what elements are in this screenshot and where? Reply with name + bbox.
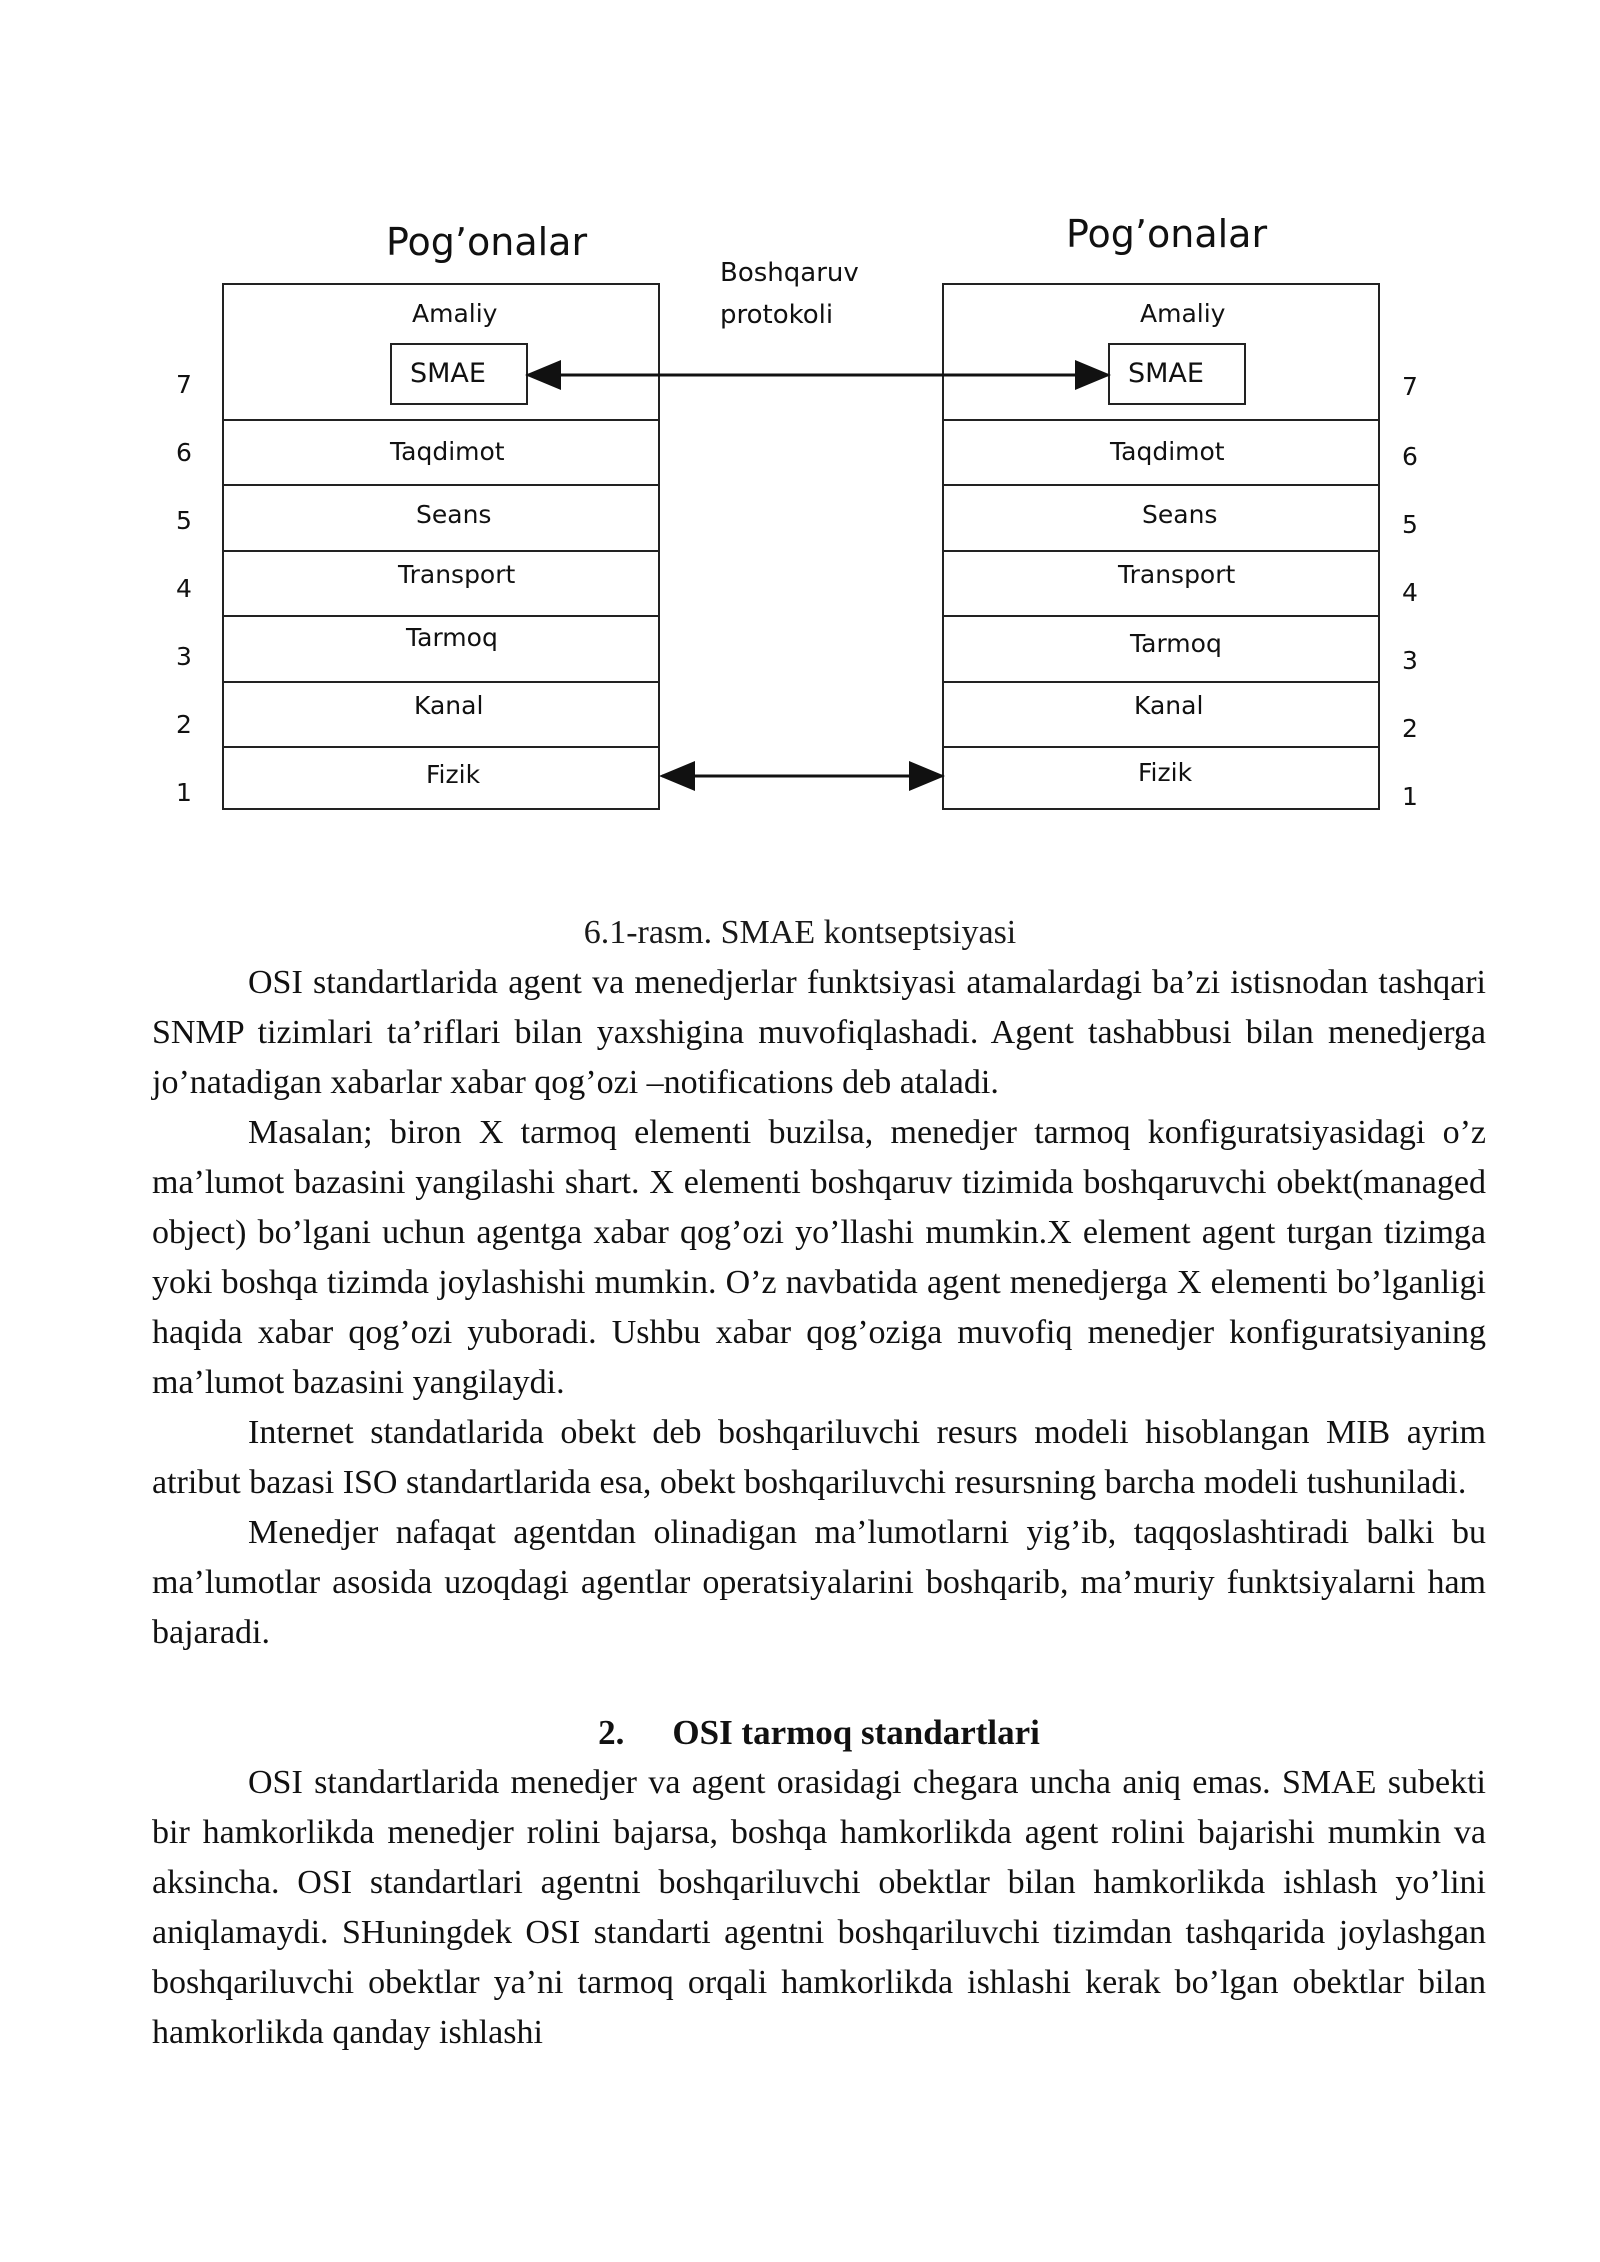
section-number: 2. bbox=[598, 1713, 625, 1752]
figure-caption: 6.1-rasm. SMAE kontseptsiyasi bbox=[583, 914, 1017, 951]
paragraph: OSI standartlarida agent va menedjerlar funktsiyasi atamalardagi ba’zi istisnodan tashqari SNMP tizimlari ta’riflari bilan yaxshigina muvofiqlashadi. Agent tashabbusi bilan menedjerga jo’natadigan xabarlar xabar qog’ozi –notifications deb ataladi. bbox=[152, 964, 1486, 1101]
paragraph: OSI standartlarida menedjer va agent orasidagi chegara uncha aniq emas. SMAE subekti bir hamkorlikda menedjer rolini bajarsa, boshqa hamkorlikda agent rolini bajarishi mumkin va aksincha. OSI standartlari agentni boshqariluvchi obektlar bilan hamkorlikda ishlash yo’lini aniqlamaydi. SHuningdek OSI standarti agentni boshqariluvchi tizimdan tashqarida joylashgan boshqariluvchi obektlar ya’ni tarmoq orqali hamkorlikda ishlashi kerak bo’lgan obektlar bilan hamkorlikda qanday ishlashi bbox=[152, 1764, 1486, 2051]
body-text bbox=[152, 958, 1486, 2058]
layer-label: Kanal bbox=[1134, 691, 1204, 720]
layer-label: Amaliy bbox=[1140, 299, 1226, 328]
control-label-line1: Boshqaruv bbox=[720, 258, 859, 288]
right-layer-number: 2 bbox=[1402, 714, 1418, 743]
layer-label: Tarmoq bbox=[406, 623, 498, 652]
layer-label: Taqdimot bbox=[390, 437, 505, 466]
layer-label: Tarmoq bbox=[1130, 629, 1222, 658]
layer-label: Amaliy bbox=[412, 299, 498, 328]
right-layer-number: 3 bbox=[1402, 646, 1418, 675]
right-layer-number: 4 bbox=[1402, 578, 1418, 607]
left-layer-number: 1 bbox=[176, 778, 192, 807]
layer-label: Kanal bbox=[414, 691, 484, 720]
right-smae-box: SMAE bbox=[1108, 343, 1246, 405]
layer-label: Transport bbox=[1118, 560, 1236, 589]
right-stack-title: Pog’onalar bbox=[1066, 212, 1268, 256]
right-layer-number: 6 bbox=[1402, 442, 1418, 471]
left-layer-number: 3 bbox=[176, 642, 192, 671]
layer-label: Fizik bbox=[426, 760, 481, 789]
left-smae-box: SMAE bbox=[390, 343, 528, 405]
left-layer-number: 7 bbox=[176, 370, 192, 399]
right-layer-number: 1 bbox=[1402, 782, 1418, 811]
right-layer-number: 7 bbox=[1402, 372, 1418, 401]
layer-label: Seans bbox=[416, 500, 492, 529]
left-layer-number: 6 bbox=[176, 438, 192, 467]
left-layer-number: 4 bbox=[176, 574, 192, 603]
layer-label: Seans bbox=[1142, 500, 1218, 529]
control-label-line2: protokoli bbox=[720, 300, 834, 330]
paragraph: Menedjer nafaqat agentdan olinadigan ma’lumotlarni yig’ib, taqqoslashtiradi balki bu ma’lumotlar asosida uzoqdagi agentlar operatsiyalarini boshqarib, ma’muriy funktsiyalarni ham bajaradi. bbox=[152, 1514, 1486, 1651]
left-layer-number: 5 bbox=[176, 506, 192, 535]
section-heading bbox=[152, 1708, 1486, 1758]
right-layer-number: 5 bbox=[1402, 510, 1418, 539]
layer-label: Transport bbox=[398, 560, 516, 589]
left-layer-number: 2 bbox=[176, 710, 192, 739]
smae-diagram bbox=[0, 0, 1600, 860]
diagram-arrows bbox=[0, 0, 1600, 860]
paragraph: Masalan; biron X tarmoq elementi buzilsa, menedjer tarmoq konfiguratsiyasidagi o’z ma’lumot bazasini yangilashi shart. X elementi boshqaruv tizimida boshqaruvchi obekt(managed object) bo’lgani uchun agentga xabar qog’ozi yo’llashi mumkin.X element agent turgan tizimga yoki boshqa tizimda joylashishi mumkin. O’z navbatida agent menedjerga X elementi bo’lganligi haqida xabar qog’ozi yuboradi. Ushbu xabar qog’oziga muvofiq menedjer konfiguratsiyaning ma’lumot bazasini yangilaydi. bbox=[152, 1114, 1486, 1401]
paragraph: Internet standatlarida obekt deb boshqariluvchi resurs modeli hisoblangan MIB ayrim atribut bazasi ISO standartlarida esa, obekt boshqariluvchi resursning barcha modeli tushuniladi. bbox=[152, 1414, 1486, 1501]
section-title: OSI tarmoq standartlari bbox=[672, 1713, 1040, 1752]
layer-label: Taqdimot bbox=[1110, 437, 1225, 466]
left-stack-title: Pog’onalar bbox=[386, 220, 588, 264]
layer-label: Fizik bbox=[1138, 758, 1193, 787]
